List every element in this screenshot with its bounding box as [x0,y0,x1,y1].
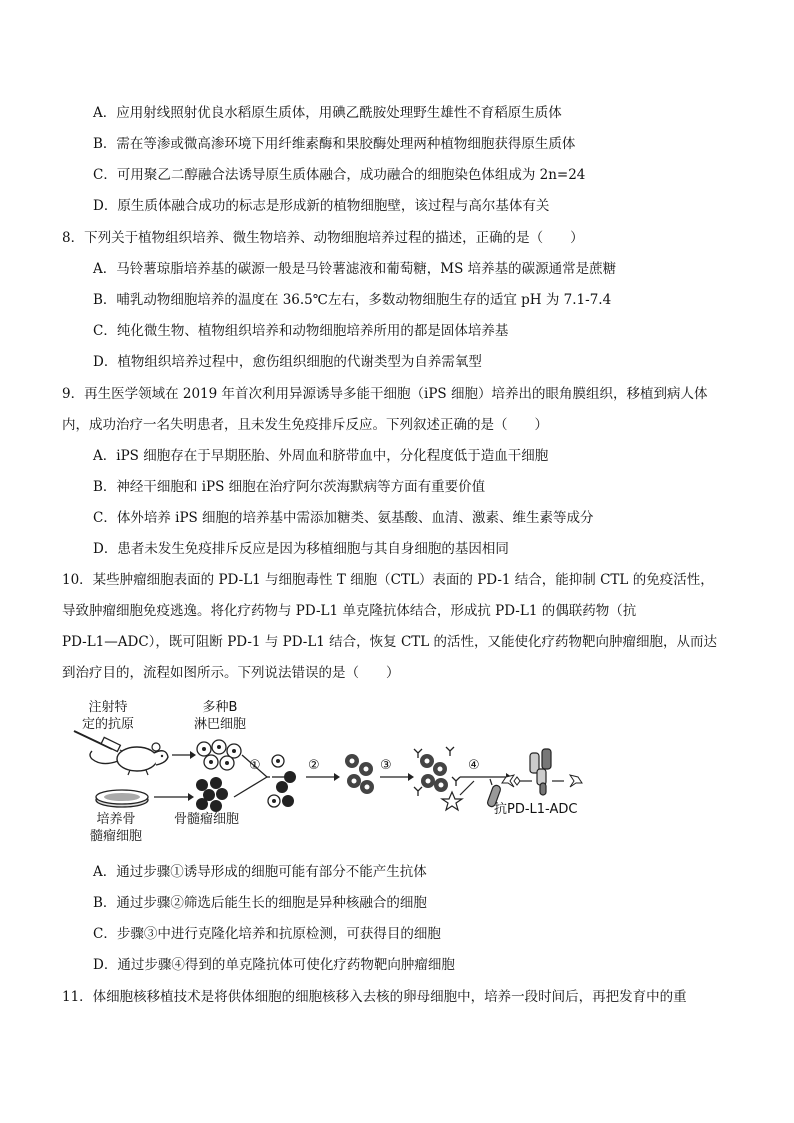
q7-option-d: D．原生质体融合成功的标志是形成新的植物细胞壁，该过程与高尔基体有关 [93,198,550,214]
b-lymphocyte-cells-icon [197,740,241,770]
antibody-drug-conjugate-icon [502,749,582,795]
b-lymphocyte-label: 多种B 淋巴细胞 [194,700,247,732]
q9-stem-line-1: 9．再生医学领域在 2019 年首次利用异源诱导多能干细胞（iPS 细胞）培养出的眼角膜组织，移植到病人体 [62,386,708,402]
step-3-label: ③ [380,758,392,773]
mouse-icon [90,743,168,775]
q9-option-d: D．患者未发生免疫排斥反应是因为移植细胞与其自身细胞的基因相同 [93,541,509,557]
q10-stem-line-4: 到治疗目的，流程如图所示。下列说法错误的是（ ） [62,665,400,681]
q9-option-b: B．神经干细胞和 iPS 细胞在治疗阿尔茨海默病等方面有重要价值 [93,479,486,495]
q10-stem-line-2: 导致肿瘤细胞免疫逃逸。将化疗药物与 PD-L1 单克隆抗体结合，形成抗 PD-L1 的偶联药物（抗 [62,603,637,619]
q10-option-c: C．步骤③中进行克隆化培养和抗原检测，可获得目的细胞 [93,926,441,942]
q7-option-b: B．需在等渗或微高渗环境下用纤维素酶和果胶酶处理两种植物细胞获得原生质体 [93,136,576,152]
adc-product-label: 抗PD-L1-ADC [494,802,578,817]
q10-option-b: B．通过步骤②筛选后能生长的细胞是异种核融合的细胞 [93,895,427,911]
step-1-label: ① [249,758,261,773]
q8-option-b: B．哺乳动物细胞培养的温度在 36.5℃左右，多数动物细胞生存的适宜 pH 为 7.1-7.4 [93,292,612,308]
q9-stem-line-2: 内，成功治疗一名失明患者，且未发生免疫排斥反应。下列叙述正确的是（ ） [62,417,548,433]
q10-option-d: D．通过步骤④得到的单克隆抗体可使化疗药物靶向肿瘤细胞 [93,957,455,973]
inject-antigen-label: 注射特 定的抗原 [82,700,135,732]
q8-option-c: C．纯化微生物、植物组织培养和动物细胞培养所用的都是固体培养基 [93,323,509,339]
q10-option-a: A．通过步骤①诱导形成的细胞可能有部分不能产生抗体 [93,864,427,880]
flow-diagram-graphic [62,697,752,845]
q7-option-a: A．应用射线照射优良水稻原生质体，用碘乙酰胺处理野生雄性不育稻原生质体 [93,105,562,121]
q8-option-a: A．马铃薯琼脂培养基的碳源一般是马铃薯滤液和葡萄糖，MS 培养基的碳源通常是蔗糖 [93,261,617,277]
fused-mixed-cells-icon [268,755,296,807]
step-2-label: ② [308,758,320,773]
q11-stem-line-1: 11．体细胞核移植技术是将供体细胞的细胞核移入去核的卵母细胞中，培养一段时间后，再把发育中的重 [62,989,687,1005]
q8-stem: 8．下列关于植物组织培养、微生物培养、动物细胞培养过程的描述，正确的是（ ） [62,230,584,246]
step-4-label: ④ [468,758,480,773]
myeloma-cells-icon [196,777,228,812]
antibody-producing-cells-icon [414,747,460,796]
q9-option-c: C．体外培养 iPS 细胞的培养基中需添加糖类、氨基酸、血清、激素、维生素等成分 [93,510,594,526]
hybridoma-flow-diagram [62,697,752,845]
hybridoma-cells-icon [345,754,374,794]
q7-option-c: C．可用聚乙二醇融合法诱导原生质体融合，成功融合的细胞染色体组成为 2n=24 [93,167,586,183]
q10-stem-line-1: 10．某些肿瘤细胞表面的 PD-L1 与细胞毒性 T 细胞（CTL）表面的 PD-1 结合，能抑制 CTL 的免疫活性， [62,572,714,588]
q9-option-a: A．iPS 细胞存在于早期胚胎、外周血和脐带血中，分化程度低于造血干细胞 [93,448,549,464]
myeloma-cell-label: 骨髓瘤细胞 [174,812,240,827]
petri-dish-icon [96,790,148,807]
q8-option-d: D．植物组织培养过程中，愈伤组织细胞的代谢类型为自养需氧型 [93,354,482,370]
q10-stem-line-3: PD-L1—ADC），既可阻断 PD-1 与 PD-L1 结合，恢复 CTL 的活性，又能使化疗药物靶向肿瘤细胞，从而达 [62,634,718,650]
culture-myeloma-label: 培养骨 髓瘤细胞 [90,812,143,844]
